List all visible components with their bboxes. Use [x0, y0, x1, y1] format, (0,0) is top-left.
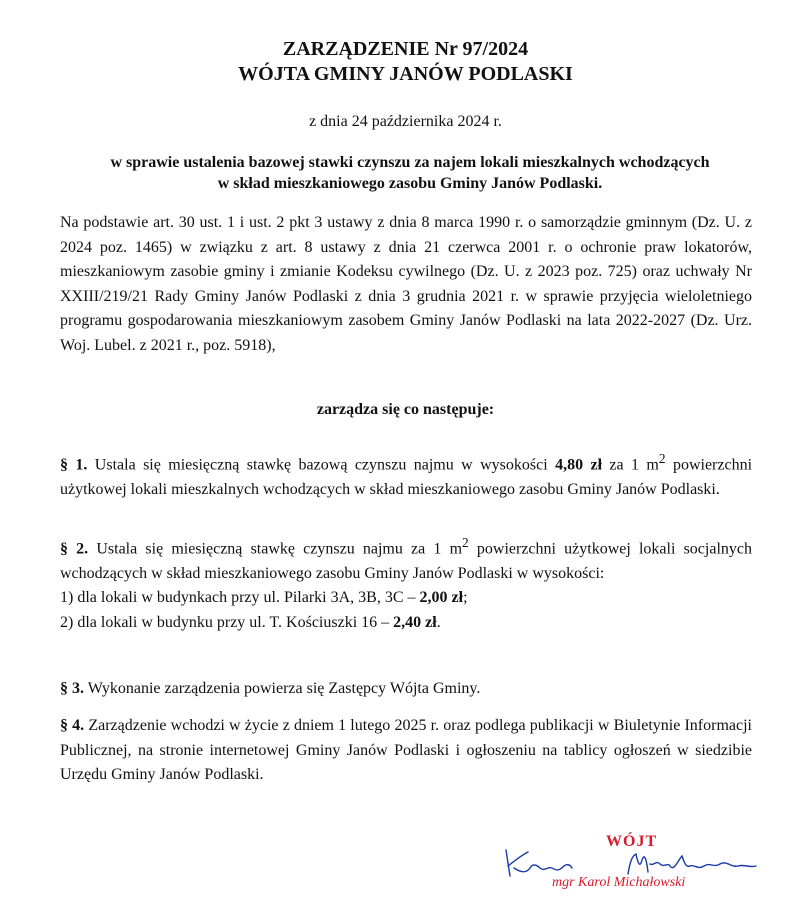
section-2-text-b: powierzchni użytkowej lokali socjalnych wchodzących w skład mieszkaniowego zasobu Gminy Janów Podlaski w wysokości:: [60, 540, 752, 582]
section-2-text-a: Ustala się miesięczną stawkę czynszu najmu za 1 m: [88, 540, 463, 558]
legal-basis-paragraph: Na podstawie art. 30 ust. 1 i ust. 2 pkt 3 ustawy z dnia 8 marca 1990 r. o samorządzie gminnym (Dz. U. z 2024 poz. 1465) w związku z art. 8 ustawy z dnia 21 czerwca 2001 r. o ochronie praw lokatorów, mieszkaniowym zasobie gminy i zmianie Kodeksu cywilnego (Dz. U. z 2023 poz. 725) oraz uchwały Nr XXIII/219/21 Rady Gminy Janów Podlaski z dnia 3 grudnia 2021 r. w sprawie przyjęcia wieloletniego programu gospodarowania mieszkaniowym zasobem Gminy Janów Podlaski na lata 2022-2027 (Dz. Urz. Woj. Lubel. z 2021 r., poz. 5918),: [60, 214, 752, 354]
section-1: [60, 447, 752, 502]
signatory-name: mgr Karol Michałowski: [552, 875, 686, 890]
section-4-label: § 4.: [60, 717, 85, 734]
section-2-item-1: [60, 586, 752, 611]
document-title: ZARZĄDZENIE Nr 97/2024: [282, 38, 529, 60]
signature-stroke-second: [628, 854, 756, 874]
item-1-end: ;: [463, 589, 468, 607]
section-1-label: § 1.: [60, 456, 88, 474]
section-4-text: Zarządzenie wchodzi w życie z dniem 1 lutego 2025 r. oraz podlega publikacji w Biuletynie Informacji Publicznej, na stronie internetowej Gminy Janów Podlaski i ogłoszeniu na tablicy ogłoszeń w siedzibie Urzędu Gminy Janów Podlaski.: [60, 717, 753, 783]
section-1-text-a: Ustala się miesięczną stawkę bazową czynszu najmu w wysokości: [87, 456, 556, 474]
section-3-label: § 3.: [60, 680, 84, 697]
item-2-end: .: [436, 613, 441, 631]
item-1-text: 1) dla lokali w budynkach przy ul. Pilarki 3A, 3B, 3C –: [60, 589, 420, 607]
section-4: [60, 714, 752, 788]
issuer-title: WÓJTA GMINY JANÓW PODLASKI: [238, 63, 573, 85]
decree-heading: zarządza się co następuje:: [316, 401, 495, 418]
section-1-text-c: powierzchni użytkowej lokali mieszkalnych wchodzących w skład mieszkaniowego zasobu Gminy Janów Podlaski.: [60, 456, 753, 498]
item-2-amount: 2,40 zł: [393, 613, 437, 631]
section-2-sup: 2: [462, 535, 469, 550]
section-1-text-b: za 1 m: [602, 456, 659, 474]
section-3-text: Wykonanie zarządzenia powierza się Zastępcy Wójta Gminy.: [84, 680, 481, 697]
document-subject: [60, 152, 760, 194]
signature-stroke-first: [506, 850, 572, 876]
section-2-label: § 2.: [60, 540, 89, 558]
section-3: [60, 677, 752, 702]
subject-line-2: w skład mieszkaniowego zasobu Gminy Janów Podlaski.: [217, 175, 603, 192]
section-1-amount: 4,80 zł: [555, 456, 603, 474]
signature-title-stamp: WÓJT: [606, 833, 658, 850]
item-1-amount: 2,00 zł: [419, 589, 464, 607]
section-2: [60, 531, 752, 635]
section-2-item-2: [60, 611, 752, 636]
subject-line-1: w sprawie ustalenia bazowej stawki czynszu za najem lokali mieszkalnych wchodzących: [110, 154, 710, 171]
item-2-text: 2) dla lokali w budynku przy ul. T. Kościuszki 16 –: [60, 613, 394, 631]
section-1-sup: 2: [658, 451, 666, 466]
document-date: z dnia 24 października 2024 r.: [309, 113, 502, 130]
